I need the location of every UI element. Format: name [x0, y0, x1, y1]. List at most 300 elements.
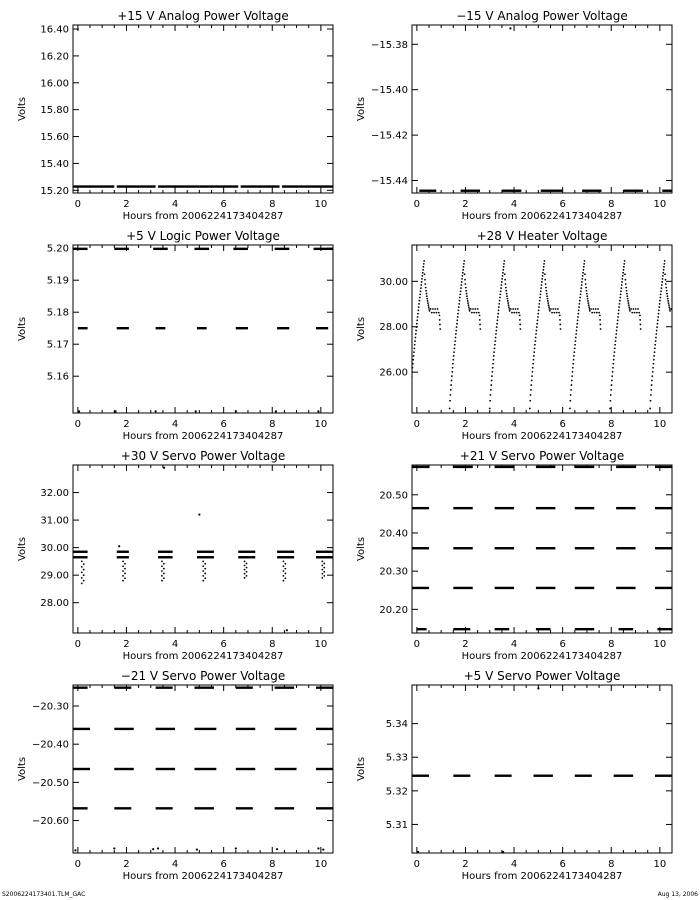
data-point [462, 269, 464, 271]
data-point [323, 575, 325, 577]
data-point [549, 310, 551, 312]
data-point [577, 319, 579, 321]
data-point [612, 371, 614, 373]
data-point [434, 308, 436, 310]
data-point [124, 568, 126, 570]
data-point [412, 359, 414, 361]
data-point [616, 323, 618, 325]
data-point [580, 287, 582, 289]
data-point [591, 312, 593, 314]
data-point [609, 408, 611, 410]
data-cluster [156, 807, 173, 809]
data-point [204, 573, 206, 575]
data-point [479, 319, 481, 321]
data-point [654, 348, 656, 350]
data-point [613, 355, 615, 357]
data-point [462, 275, 464, 277]
data-point [423, 260, 425, 262]
data-point [584, 260, 586, 262]
x-tick-label: 8 [608, 859, 615, 870]
data-point [659, 300, 661, 302]
data-point [616, 330, 618, 332]
data-cluster [114, 728, 133, 730]
data-point [431, 312, 433, 314]
data-point [439, 319, 441, 321]
data-point [510, 308, 512, 310]
data-point [463, 266, 465, 268]
data-point [650, 400, 652, 402]
data-point [78, 410, 80, 412]
data-point [547, 302, 549, 304]
data-cluster [156, 327, 166, 329]
data-point [163, 563, 165, 565]
data-point [420, 287, 422, 289]
y-tick-label: 16.20 [40, 51, 69, 63]
x-tick-label: 6 [220, 639, 227, 650]
data-point [503, 260, 505, 262]
data-cluster [616, 466, 635, 468]
data-point [536, 323, 538, 325]
data-point [502, 269, 504, 271]
data-point [544, 260, 546, 262]
data-point [506, 295, 508, 297]
data-point [321, 560, 323, 562]
data-point [244, 573, 246, 575]
data-point [504, 279, 506, 281]
data-point [122, 580, 124, 582]
data-cluster [657, 628, 672, 630]
data-point [511, 312, 513, 314]
data-point [244, 560, 246, 562]
data-point [518, 312, 520, 314]
y-tick-label: 15.20 [40, 185, 69, 197]
data-point [614, 348, 616, 350]
data-point [512, 308, 514, 310]
data-point [464, 283, 466, 285]
data-point [582, 272, 584, 274]
data-cluster [158, 185, 199, 187]
data-point [552, 308, 554, 310]
data-cluster [575, 547, 594, 549]
data-point [502, 851, 504, 853]
data-point [161, 565, 163, 567]
data-point [639, 319, 641, 321]
data-point [423, 266, 425, 268]
y-tick-label: 32.00 [40, 488, 69, 500]
panel-7 [17, 669, 333, 882]
data-point [624, 260, 626, 262]
x-tick-label: 6 [559, 199, 566, 210]
y-axis-label: Volts [356, 96, 367, 122]
data-point [246, 571, 248, 573]
data-point [627, 300, 629, 302]
data-point [163, 568, 165, 570]
data-point [427, 304, 429, 306]
data-point [533, 351, 535, 353]
data-point [163, 577, 165, 579]
y-tick-label: −20.30 [31, 701, 69, 713]
data-point [83, 569, 85, 571]
data-point [551, 312, 553, 314]
data-point [507, 300, 509, 302]
x-tick-label: 10 [314, 419, 328, 430]
data-point [560, 328, 562, 330]
y-tick-label: 5.34 [385, 719, 408, 731]
data-point [500, 287, 502, 289]
data-point [668, 304, 670, 306]
data-point [413, 351, 415, 353]
data-point [495, 330, 497, 332]
data-point [533, 359, 535, 361]
data-point [656, 330, 658, 332]
data-point [599, 314, 601, 316]
data-point [500, 290, 502, 292]
x-tick-label: 8 [269, 859, 276, 870]
data-point [433, 312, 435, 314]
data-point [454, 348, 456, 350]
data-cluster [495, 628, 510, 630]
y-axis-label: Volts [17, 316, 28, 342]
data-point [124, 573, 126, 575]
data-point [614, 344, 616, 346]
panel-4 [356, 229, 682, 442]
data-point [529, 408, 531, 410]
data-point [204, 568, 206, 570]
data-point [460, 290, 462, 292]
data-point [498, 303, 500, 305]
plot-frame [412, 25, 672, 193]
data-point [670, 308, 672, 310]
data-point [283, 560, 285, 562]
plot-frame [412, 245, 672, 413]
data-point [537, 313, 539, 315]
y-axis-label: Volts [356, 536, 367, 562]
data-point [577, 313, 579, 315]
data-point [668, 306, 670, 308]
data-cluster [275, 686, 294, 688]
x-tick-label: 0 [74, 859, 82, 870]
data-point [530, 384, 532, 386]
data-point [449, 394, 451, 396]
data-point [659, 297, 661, 299]
data-cluster [73, 185, 114, 187]
data-point [654, 351, 656, 353]
data-point [577, 316, 579, 318]
data-point [439, 328, 441, 330]
data-point [615, 340, 617, 342]
data-point [537, 316, 539, 318]
data-point [506, 298, 508, 300]
data-point [585, 287, 587, 289]
data-point [422, 272, 424, 274]
data-cluster [412, 547, 429, 549]
data-point [530, 394, 532, 396]
data-point [466, 293, 468, 295]
data-point [502, 272, 504, 274]
x-tick-label: 8 [608, 199, 615, 210]
data-point [572, 367, 574, 369]
data-point [657, 319, 659, 321]
y-tick-label: 16.40 [40, 24, 69, 36]
data-point [587, 302, 589, 304]
data-point [676, 312, 678, 314]
x-tick-label: 2 [123, 859, 130, 870]
data-point [612, 363, 614, 365]
data-point [617, 319, 619, 321]
data-cluster [495, 775, 512, 777]
data-point [617, 316, 619, 318]
data-cluster [197, 551, 214, 553]
data-point [450, 384, 452, 386]
data-point [655, 333, 657, 335]
data-point [462, 272, 464, 274]
data-cluster [495, 507, 514, 509]
x-tick-label: 10 [653, 639, 667, 650]
data-point [466, 298, 468, 300]
data-point [464, 273, 466, 275]
data-cluster [623, 190, 642, 192]
data-cluster [533, 775, 552, 777]
y-tick-label: 5.19 [46, 275, 69, 287]
data-point [615, 333, 617, 335]
data-point [195, 410, 197, 412]
data-point [495, 333, 497, 335]
data-point [471, 312, 473, 314]
data-point [620, 290, 622, 292]
data-point [619, 300, 621, 302]
data-point [204, 577, 206, 579]
x-tick-label: 0 [74, 419, 82, 430]
data-cluster [194, 768, 216, 770]
data-point [204, 563, 206, 565]
data-point [614, 351, 616, 353]
data-point [545, 290, 547, 292]
data-point [548, 306, 550, 308]
data-point [620, 293, 622, 295]
data-cluster [316, 327, 328, 329]
data-point [531, 380, 533, 382]
x-tick-label: 0 [413, 419, 421, 430]
data-point [479, 314, 481, 316]
data-point [455, 333, 457, 335]
data-cluster [114, 686, 131, 688]
data-point [659, 303, 661, 305]
data-point [439, 314, 441, 316]
data-point [163, 467, 165, 469]
data-point [597, 308, 599, 310]
x-tick-label: 2 [462, 859, 469, 870]
data-point [519, 319, 521, 321]
data-point [490, 389, 492, 391]
data-point [535, 333, 537, 335]
data-point [283, 570, 285, 572]
data-point [629, 308, 631, 310]
data-point [519, 328, 521, 330]
y-tick-label: 5.33 [385, 752, 408, 764]
data-point [547, 298, 549, 300]
data-point [246, 563, 248, 565]
data-point [499, 297, 501, 299]
data-cluster [417, 628, 427, 630]
data-point [576, 330, 578, 332]
data-cluster [117, 551, 129, 553]
data-point [538, 309, 540, 311]
data-point [532, 363, 534, 365]
data-cluster [241, 185, 280, 187]
data-point [494, 340, 496, 342]
data-point [458, 303, 460, 305]
data-point [432, 308, 434, 310]
data-point [81, 577, 83, 579]
data-cluster [316, 768, 333, 770]
data-point [540, 293, 542, 295]
data-point [655, 337, 657, 339]
data-cluster [453, 587, 472, 589]
panel-1 [17, 9, 333, 222]
data-point [532, 367, 534, 369]
x-tick-label: 8 [608, 419, 615, 430]
data-point [628, 304, 630, 306]
data-point [467, 302, 469, 304]
data-point [575, 333, 577, 335]
data-point [506, 293, 508, 295]
data-point [658, 309, 660, 311]
data-point [479, 328, 481, 330]
data-point [492, 367, 494, 369]
data-point [640, 324, 642, 326]
data-point [499, 300, 501, 302]
y-tick-label: 5.32 [385, 786, 408, 798]
data-cluster [453, 547, 472, 549]
data-point [473, 312, 475, 314]
data-point [536, 326, 538, 328]
y-tick-label: −20.50 [31, 777, 69, 789]
data-point [505, 287, 507, 289]
x-tick-label: 2 [123, 419, 130, 430]
data-point [588, 304, 590, 306]
data-point [501, 284, 503, 286]
data-cluster [275, 768, 297, 770]
data-point [409, 400, 411, 402]
data-point [571, 384, 573, 386]
data-point [628, 306, 630, 308]
data-point [600, 328, 602, 330]
data-point [557, 308, 559, 310]
data-point [413, 355, 415, 357]
data-point [626, 290, 628, 292]
data-point [275, 410, 277, 412]
data-point [321, 573, 323, 575]
data-cluster [655, 587, 672, 589]
data-point [611, 380, 613, 382]
data-cluster [199, 185, 238, 187]
data-point [509, 27, 511, 29]
data-point [586, 290, 588, 292]
x-axis-label: Hours from 2006224173404287 [122, 651, 284, 662]
x-axis-label: Hours from 2006224173404287 [461, 431, 623, 442]
x-tick-label: 4 [171, 859, 179, 870]
data-point [420, 290, 422, 292]
data-point [81, 560, 83, 562]
data-point [615, 337, 617, 339]
data-point [317, 410, 319, 412]
data-point [410, 380, 412, 382]
data-point [83, 574, 85, 576]
x-axis-label: Hours from 2006224173404287 [461, 871, 623, 882]
data-cluster [158, 551, 173, 553]
y-tick-label: 15.40 [40, 158, 69, 170]
data-point [544, 279, 546, 281]
data-point [623, 269, 625, 271]
data-cluster [117, 556, 129, 558]
data-point [478, 312, 480, 314]
data-layer [419, 27, 672, 192]
data-cluster [412, 466, 429, 468]
data-cluster [194, 686, 213, 688]
data-point [575, 337, 577, 339]
data-point [640, 328, 642, 330]
data-cluster [616, 507, 635, 509]
data-point [610, 394, 612, 396]
data-point [598, 312, 600, 314]
data-point [680, 328, 682, 330]
data-cluster [156, 768, 175, 770]
data-point [513, 312, 515, 314]
data-point [610, 389, 612, 391]
data-point [460, 284, 462, 286]
data-point [438, 312, 440, 314]
data-point [545, 283, 547, 285]
data-cluster [275, 728, 297, 730]
data-point [427, 302, 429, 304]
data-point [675, 308, 677, 310]
data-point [321, 565, 323, 567]
data-point [283, 565, 285, 567]
data-point [157, 847, 159, 849]
data-point [470, 308, 472, 310]
data-point [456, 319, 458, 321]
data-layer [409, 260, 682, 409]
y-tick-label: 28.00 [40, 598, 69, 610]
data-point [558, 312, 560, 314]
data-cluster [453, 466, 472, 468]
x-tick-label: 8 [608, 639, 615, 650]
data-point [674, 312, 676, 314]
data-point [622, 278, 624, 280]
data-point [451, 371, 453, 373]
data-cluster [536, 507, 555, 509]
data-cluster [194, 728, 216, 730]
data-point [244, 577, 246, 579]
data-point [661, 281, 663, 283]
data-point [317, 847, 319, 849]
data-point [530, 389, 532, 391]
x-tick-label: 6 [559, 419, 566, 430]
x-tick-label: 6 [559, 639, 566, 650]
data-point [574, 344, 576, 346]
data-point [540, 287, 542, 289]
x-tick-label: 10 [653, 859, 667, 870]
data-point [666, 295, 668, 297]
data-point [616, 326, 618, 328]
data-point [321, 577, 323, 579]
data-cluster [238, 556, 255, 558]
x-tick-label: 8 [269, 199, 276, 210]
data-point [463, 260, 465, 262]
data-point [654, 344, 656, 346]
footer-date: Aug 13, 2006 [657, 891, 698, 898]
data-point [663, 269, 665, 271]
